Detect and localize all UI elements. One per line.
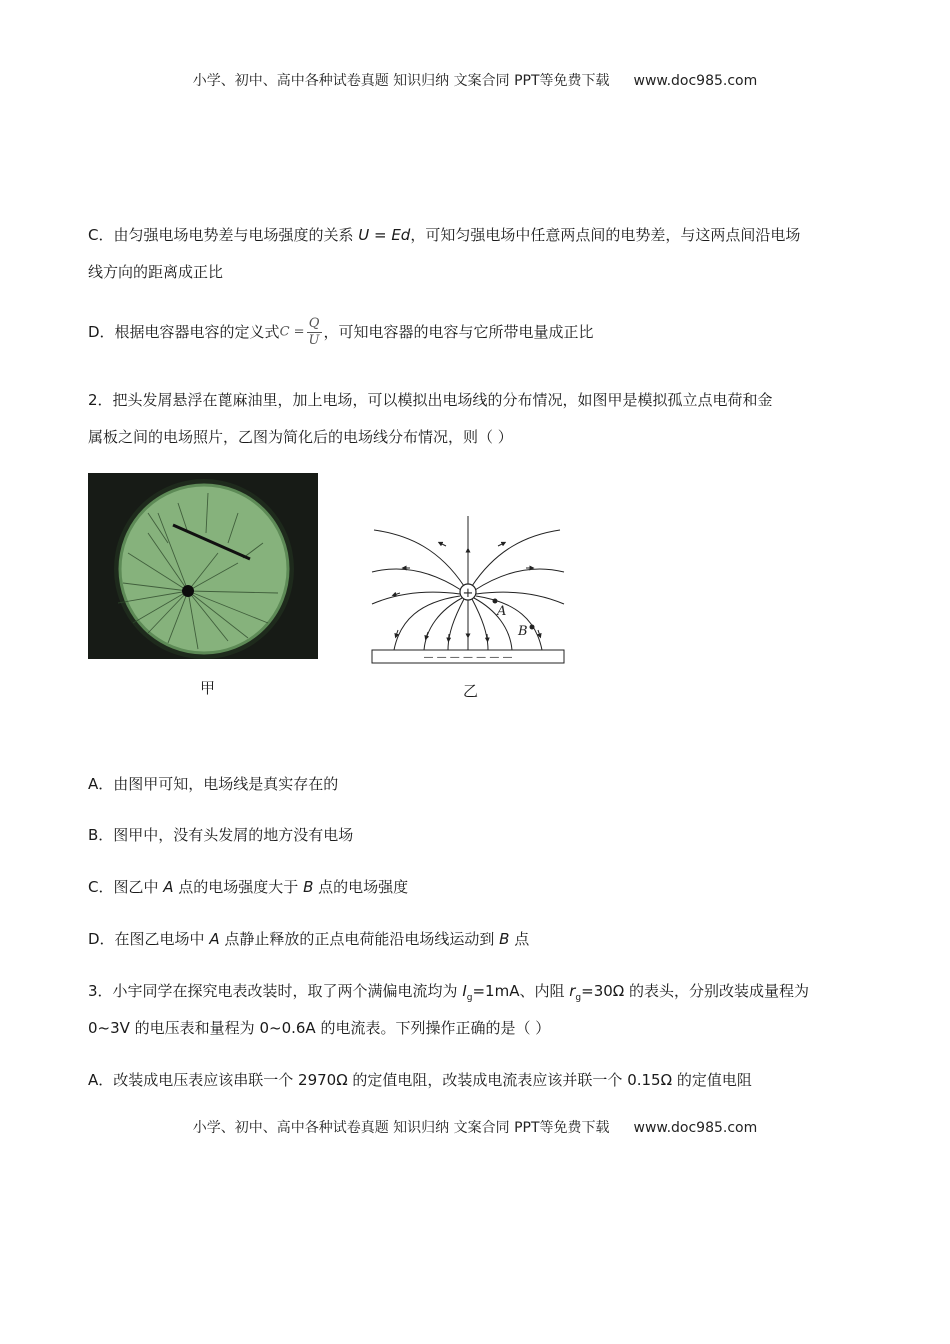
point-a-dot: [493, 599, 498, 604]
q1-c-text: C．由匀强电场电势差与电场强度的关系: [88, 226, 359, 244]
q2-option-c: [88, 876, 408, 897]
q3-option-a: A．改装成电压表应该串联一个 2970Ω 的定值电阻，改装成电流表应该并联一个 0.15Ω 的定值电阻: [88, 1071, 752, 1089]
q2-c-text: C．图乙中: [88, 878, 164, 896]
q2-option-b: B．图甲中，没有头发屑的地方没有电场: [88, 826, 354, 844]
fraction-numerator: Q: [307, 316, 322, 333]
footer-text: 小学、初中、高中各种试卷真题 知识归纳 文案合同 PPT等免费下载: [192, 1120, 610, 1136]
point-a-label: A: [497, 604, 507, 619]
q2-stem-line1: 2．把头发屑悬浮在蓖麻油里，加上电场，可以模拟出电场线的分布情况，如图甲是模拟孤立点电荷和金: [88, 391, 773, 409]
figure-jia-caption: 甲: [200, 679, 216, 697]
positive-charge-symbol: +: [462, 586, 474, 601]
page-footer: [0, 1117, 950, 1137]
point-b-label: B: [518, 624, 528, 639]
plate-negative-signs: — — — — — — —: [423, 652, 513, 663]
page-header: [0, 70, 950, 90]
q3-text-2: =1mA、内阻: [472, 982, 570, 1000]
q2-d-text: D．在图乙电场中: [88, 930, 210, 948]
q1-option-c-line1: [88, 224, 800, 245]
q1-c-text-2: ，可知匀强电场中任意两点间的电势差，与这两点间沿电场: [410, 226, 801, 244]
q3-stem-line1: [88, 980, 809, 1003]
footer-url: www.doc985.com: [633, 1120, 758, 1136]
header-url: www.doc985.com: [633, 73, 758, 89]
figure-yi-caption: 乙: [463, 682, 479, 700]
q2-c-text-2: 点的电场强度大于: [173, 878, 304, 896]
header-text: 小学、初中、高中各种试卷真题 知识归纳 文案合同 PPT等免费下载: [192, 73, 610, 89]
q1-c-formula: U = Ed: [358, 226, 411, 244]
figure-jia-photo: [88, 473, 318, 659]
figure-yi-diagram: [360, 510, 585, 670]
q3-text: 3．小宇同学在探究电表改装时，取了两个满偏电流均为: [88, 982, 463, 1000]
q3-text-3: =30Ω 的表头，分别改装成量程为: [581, 982, 810, 1000]
q2-option-d: [88, 928, 529, 949]
q2-option-a: A．由图甲可知，电场线是真实存在的: [88, 775, 339, 793]
capacitance-fraction: [307, 316, 322, 349]
q2-c-point-b: B: [303, 878, 314, 896]
fraction-denominator: U: [308, 333, 320, 348]
q1-option-d: [88, 310, 594, 355]
q3-symbol-i: I: [462, 982, 467, 1000]
q2-d-text-2: 点静止释放的正点电荷能沿电场线运动到: [219, 930, 500, 948]
q2-c-point-a: A: [163, 878, 174, 896]
q3-subscript-g: g: [466, 993, 473, 1003]
point-b-dot: [530, 625, 535, 630]
q1-d-text: D．根据电容器电容的定义式: [88, 323, 280, 341]
q3-subscript-g-2: g: [575, 993, 582, 1003]
q2-d-point-b: B: [499, 930, 510, 948]
q2-d-point-a: A: [209, 930, 220, 948]
q2-c-text-3: 点的电场强度: [313, 878, 409, 896]
q3-stem-line2: 0~3V 的电压表和量程为 0~0.6A 的电流表。下列操作正确的是（ ）: [88, 1019, 551, 1037]
q1-option-c-line2: 线方向的距离成正比: [88, 263, 224, 281]
q3-symbol-r: r: [569, 982, 576, 1000]
q2-stem-line2: 属板之间的电场照片，乙图为简化后的电场线分布情况，则（ ）: [88, 428, 513, 446]
q2-d-text-3: 点: [509, 930, 530, 948]
capacitance-formula-lhs: C =: [279, 324, 305, 340]
q1-d-text-2: ，可知电容器的电容与它所带电量成正比: [323, 323, 594, 341]
